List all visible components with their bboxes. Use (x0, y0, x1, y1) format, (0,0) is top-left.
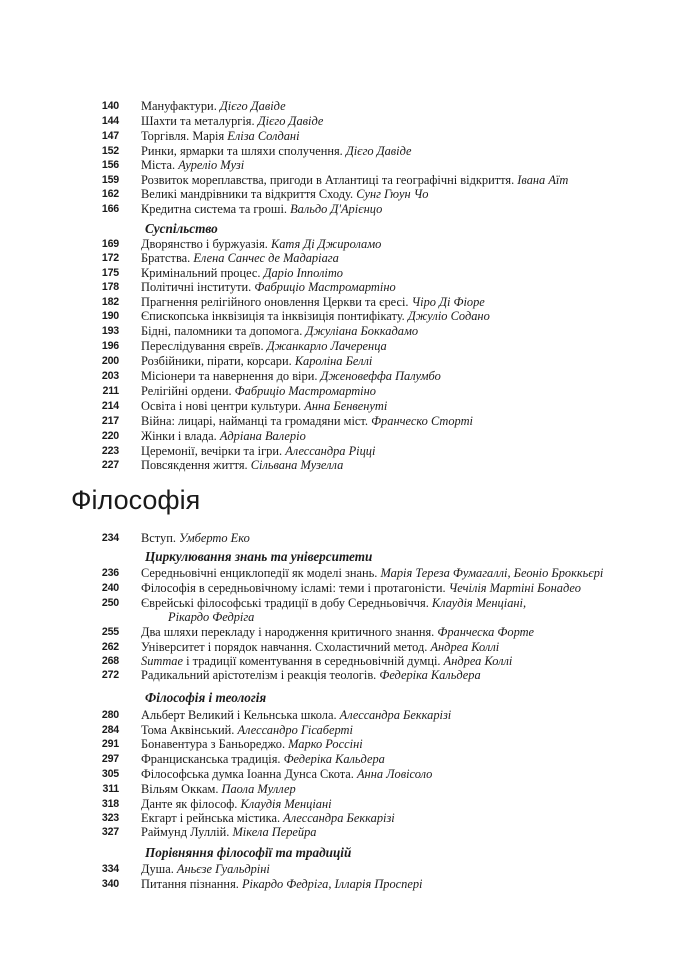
page-number: 152 (101, 145, 119, 157)
page-number: 147 (101, 130, 119, 142)
page-number: 236 (101, 567, 119, 579)
page-number: 144 (101, 115, 119, 127)
entry-text (141, 251, 339, 266)
toc-entry (0, 280, 687, 295)
entry-author: Паола Муллер (221, 782, 296, 796)
page-number: 178 (101, 281, 119, 293)
page-number: 220 (101, 430, 119, 442)
toc-entry (0, 811, 687, 826)
entry-title: Політичні інститути. (141, 280, 255, 294)
entry-title: Екгарт і рейнська містика. (141, 811, 284, 825)
toc-entry (0, 187, 687, 202)
toc-entry (0, 384, 687, 399)
entry-title: Питання пізнання. (141, 877, 242, 891)
toc-entry (0, 737, 687, 752)
entry-text (141, 414, 473, 429)
entry-text (141, 295, 485, 310)
entry-title: Бідні, паломники та допомога. (141, 324, 306, 338)
entry-text (141, 399, 387, 414)
entry-text (141, 99, 286, 114)
chapter-title: Філософія (71, 485, 201, 515)
entry-author: Франческо Сторті (371, 414, 473, 428)
toc-entry (0, 444, 687, 459)
entry-author: Ауреліо Музі (178, 158, 245, 172)
toc-entry (0, 877, 687, 892)
toc-entry (0, 114, 687, 129)
toc-entry (0, 581, 687, 596)
entry-author: Клаудія Менціані, (431, 596, 527, 610)
entry-author: Дженовеффа Палумбо (320, 369, 441, 383)
entry-title: Вступ. (141, 531, 180, 545)
page-number: 297 (101, 753, 119, 765)
entry-title: Францисканська традиція. (141, 752, 284, 766)
entry-title: Мануфактури. (141, 99, 220, 113)
entry-author: Івана Аїт (517, 173, 569, 187)
page-number: 166 (101, 203, 119, 215)
entry-title: Прагнення релігійного оновлення Церкви та єресі. (141, 295, 412, 309)
page-number: 291 (101, 738, 119, 750)
entry-text (141, 811, 395, 826)
entry-text (141, 877, 423, 892)
entry-text (141, 309, 490, 324)
entry-text (141, 187, 429, 202)
page-number: 193 (101, 325, 119, 337)
entry-title: Єпископська інквізиція та інквізиція понтифікату. (141, 309, 408, 323)
entry-author: Алессандро Гісаберті (237, 723, 353, 737)
entry-author: Сільвана Музелла (250, 458, 344, 472)
toc-entry (0, 369, 687, 384)
page-number: 159 (101, 174, 119, 186)
toc-entry (0, 531, 687, 546)
toc-entry (0, 797, 687, 812)
entry-author: Марія Тереза Фумагаллі, Беоніо Броккьєрі (380, 566, 604, 580)
toc-entry (0, 144, 687, 159)
entry-text (141, 237, 381, 252)
entry-author: Сунг Гюун Чо (356, 187, 429, 201)
entry-author: Мікела Перейра (232, 825, 317, 839)
entry-text (141, 458, 343, 473)
entry-title: Середньовічні енциклопедії як моделі знань. (141, 566, 381, 580)
toc-entry (0, 202, 687, 217)
entry-title: Бонавентура з Баньореджо. (141, 737, 289, 751)
toc-entry (0, 458, 687, 473)
page-number: 318 (101, 798, 119, 810)
entry-title: Міста. (141, 158, 179, 172)
entry-author: Дієго Давіде (219, 99, 286, 113)
toc-entry (0, 596, 687, 611)
entry-author: Еліза Солдані (227, 129, 300, 143)
entry-author: Умберто Еко (179, 531, 250, 545)
section-heading: Філософія і теологія (145, 690, 267, 705)
entry-author: Франческа Форте (437, 625, 535, 639)
entry-text (141, 531, 250, 546)
entry-text (141, 797, 332, 812)
page-number: 268 (101, 655, 119, 667)
entry-title: Дворянство і буржуазія. (141, 237, 271, 251)
page-number: 284 (101, 724, 119, 736)
entry-text (141, 767, 432, 782)
entry-title: Жінки і влада. (141, 429, 220, 443)
entry-title: Ринки, ярмарки та шляхи сполучення. (141, 144, 346, 158)
entry-author: Дієго Давіде (257, 114, 324, 128)
entry-text (141, 752, 385, 767)
toc-entry (0, 654, 687, 669)
entry-author: Вальдо Д'Арієнцо (290, 202, 383, 216)
entry-text (141, 444, 375, 459)
page-number: 234 (101, 532, 119, 544)
entry-title: Кримінальний процес. (141, 266, 264, 280)
toc-entry (0, 99, 687, 114)
entry-text (141, 280, 396, 295)
entry-text (141, 339, 387, 354)
page-number: 169 (101, 238, 119, 250)
entry-author: Рікардо Федріга, Ілларія Проспері (241, 877, 423, 891)
entry-text (141, 158, 244, 173)
page-number: 196 (101, 340, 119, 352)
entry-title: Розбійники, пірати, корсари. (141, 354, 295, 368)
entry-author: Алессандра Ріцці (285, 444, 376, 458)
entry-title: Місіонери та навернення до віри. (141, 369, 321, 383)
entry-text (141, 862, 270, 877)
entry-author: Андреа Коллі (443, 654, 513, 668)
entry-title: Радикальний арістотелізм і реакція теологів. (141, 668, 380, 682)
page-number: 255 (101, 626, 119, 638)
toc-entry (0, 324, 687, 339)
entry-text (141, 737, 363, 752)
toc-entry (0, 354, 687, 369)
entry-title: Війна: лицарі, найманці та громадяни міст. (141, 414, 372, 428)
entry-title: Альберт Великий і Кельнська школа. (141, 708, 340, 722)
toc-entry (0, 752, 687, 767)
entry-title: Душа. (141, 862, 177, 876)
entry-text (141, 114, 323, 129)
entry-author: Фабриціо Мастромартіно (234, 384, 376, 398)
toc-entry (0, 251, 687, 266)
entry-author: Анна Ловісоло (356, 767, 433, 781)
entry-author: Андреа Коллі (430, 640, 500, 654)
entry-title: Кредитна система та гроші. (141, 202, 291, 216)
page-number: 334 (101, 863, 119, 875)
page-number: 214 (101, 400, 119, 412)
entry-text (141, 429, 306, 444)
entry-title: Релігійні ордени. (141, 384, 235, 398)
toc-entry (0, 668, 687, 683)
page-number: 140 (101, 100, 119, 112)
toc-entry (0, 129, 687, 144)
entry-text (141, 144, 412, 159)
toc-entry (0, 158, 687, 173)
section-heading: Суспільство (145, 221, 218, 236)
entry-author-continuation: Рікардо Федріга (168, 610, 255, 624)
entry-text (141, 640, 499, 655)
entry-text (141, 708, 451, 723)
entry-author: Федеріка Кальдера (283, 752, 385, 766)
page-number: 203 (101, 370, 119, 382)
toc-entry (0, 237, 687, 252)
toc-entry (0, 825, 687, 840)
toc-entry (0, 723, 687, 738)
page-number: 162 (101, 188, 119, 200)
entry-author: Алессандра Беккарізі (339, 708, 452, 722)
page-number: 175 (101, 267, 119, 279)
entry-author: Анна Бенвенуті (304, 399, 388, 413)
page-number: 280 (101, 709, 119, 721)
entry-author: Федеріка Кальдера (379, 668, 481, 682)
page-number: 305 (101, 768, 119, 780)
entry-text (141, 596, 526, 611)
entry-author: Клаудія Менціані (240, 797, 332, 811)
page-number: 182 (101, 296, 119, 308)
page-number: 172 (101, 252, 119, 264)
page-number: 200 (101, 355, 119, 367)
toc-entry (0, 266, 687, 281)
entry-author: Марко Россіні (288, 737, 363, 751)
page-number: 190 (101, 310, 119, 322)
section-heading: Порівняння філософії та традицій (145, 845, 352, 860)
entry-title: Єврейські філософські традиції в добу Середньовіччя. (141, 596, 432, 610)
entry-author: Аньєзе Гуальдріні (176, 862, 270, 876)
toc-entry (0, 339, 687, 354)
entry-title: Освіта і нові центри культури. (141, 399, 305, 413)
entry-text (141, 173, 568, 188)
entry-author: Адріана Валеріо (219, 429, 306, 443)
page-number: 340 (101, 878, 119, 890)
page-number: 272 (101, 669, 119, 681)
page-number: 211 (102, 385, 119, 397)
section-heading: Циркулювання знань та університети (145, 549, 373, 564)
page-number: 262 (101, 641, 119, 653)
entry-author: Чечілія Мартіні Бонадео (448, 581, 581, 595)
entry-text (141, 654, 512, 669)
toc-entry (0, 625, 687, 640)
entry-text (141, 723, 353, 738)
entry-title: Два шляхи перекладу і народження критичного знання. (141, 625, 438, 639)
entry-title: Філософська думка Іоанна Дунса Скота. (141, 767, 357, 781)
entry-author: Даріо Іпполіто (263, 266, 343, 280)
entry-author: Чіро Ді Фіоре (411, 295, 485, 309)
entry-title-italic: Summae (141, 654, 183, 668)
toc-entry (0, 309, 687, 324)
toc-entry (0, 414, 687, 429)
toc-entry (0, 295, 687, 310)
toc-entry (0, 640, 687, 655)
page-number: 217 (101, 415, 119, 427)
entry-title: Розвиток мореплавства, пригоди в Атлантиці та географічні відкриття. (141, 173, 518, 187)
page-number: 250 (101, 597, 119, 609)
entry-text (141, 369, 441, 384)
entry-title: Університет і порядок навчання. Схоластичний метод. (141, 640, 431, 654)
entry-author: Катя Ді Джироламо (271, 237, 382, 251)
toc-entry (0, 429, 687, 444)
entry-author: Елена Санчес де Мадаріага (193, 251, 339, 265)
entry-author: Джуліана Боккадамо (305, 324, 419, 338)
page-number: 240 (101, 582, 119, 594)
entry-text (141, 782, 296, 797)
toc-entry (0, 782, 687, 797)
entry-text (141, 266, 343, 281)
entry-title: Філософія в середньовічному ісламі: теми і протагоністи. (141, 581, 449, 595)
toc-entry (0, 708, 687, 723)
toc-entry (0, 566, 687, 581)
entry-text (141, 129, 300, 144)
entry-text (141, 384, 376, 399)
toc-entry (0, 399, 687, 414)
entry-author: Дієго Давіде (345, 144, 412, 158)
toc-entry (0, 767, 687, 782)
entry-title: Шахти та металургія. (141, 114, 258, 128)
entry-title: Великі мандрівники та відкриття Сходу. (141, 187, 357, 201)
entry-text (141, 354, 372, 369)
entry-title: Вільям Оккам. (141, 782, 222, 796)
toc-entry (0, 862, 687, 877)
entry-text (141, 324, 418, 339)
entry-author: Фабриціо Мастромартіно (254, 280, 396, 294)
entry-title: Тома Аквінський. (141, 723, 238, 737)
entry-text (141, 825, 317, 840)
toc-entry (0, 173, 687, 188)
entry-text (141, 566, 603, 581)
entry-author: Алессандра Беккарізі (283, 811, 395, 825)
page-number: 156 (101, 159, 119, 171)
entry-title: Братства. (141, 251, 194, 265)
entry-author: Кароліна Беллі (294, 354, 373, 368)
entry-text (141, 668, 481, 683)
page-number: 223 (101, 445, 119, 457)
page-number: 311 (102, 783, 119, 795)
entry-title: Раймунд Луллій. (141, 825, 233, 839)
entry-text (141, 202, 382, 217)
entry-title: Церемонії, вечірки та ігри. (141, 444, 286, 458)
entry-author: Джанкарло Лачеренца (266, 339, 387, 353)
entry-author: Джуліо Содано (407, 309, 490, 323)
entry-title: Данте як філософ. (141, 797, 241, 811)
entry-title: Торгівля. Марія (141, 129, 228, 143)
entry-title: і традиції коментування в середньовічній думці. (182, 654, 444, 668)
page-number: 227 (101, 459, 119, 471)
entry-title: Переслідування євреїв. (141, 339, 267, 353)
entry-text (141, 625, 534, 640)
entry-text (141, 581, 581, 596)
entry-title: Повсякдення життя. (141, 458, 251, 472)
page-number: 323 (101, 812, 119, 824)
page-number: 327 (101, 826, 119, 838)
